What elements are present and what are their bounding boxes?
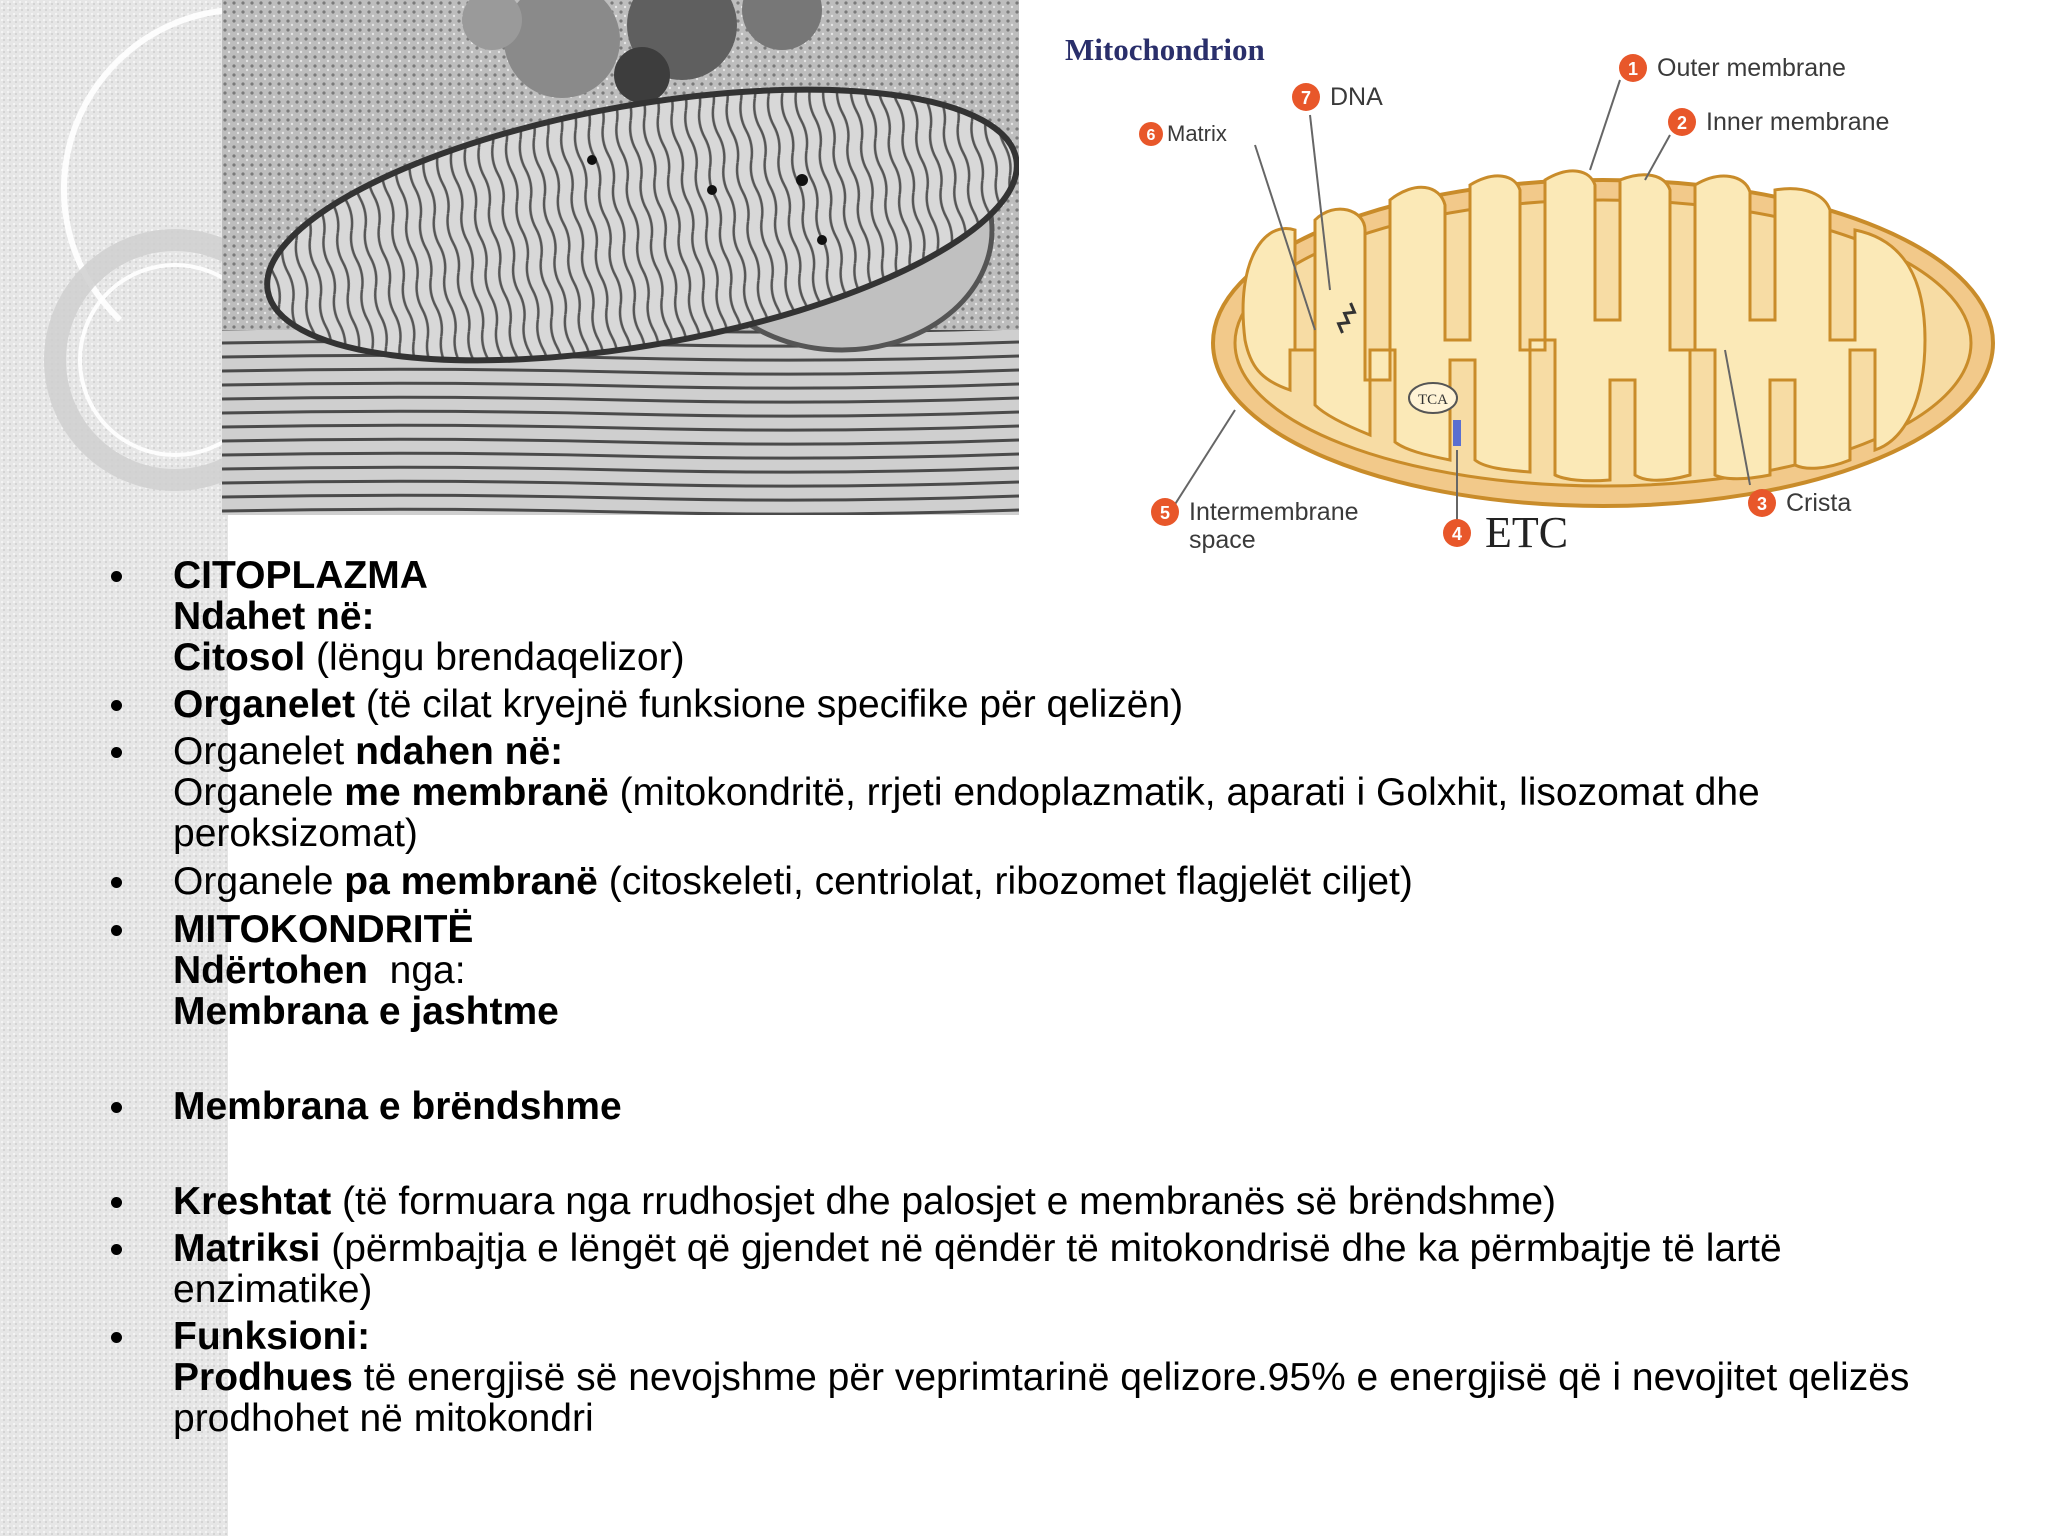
bullet-text: (të formuara nga rrudhosjet dhe palosjet e membranës së brëndshme)	[331, 1180, 1557, 1223]
bullet-line	[173, 596, 2000, 637]
bullet-text: Kreshtat	[173, 1180, 332, 1223]
bullet-text: Organele	[173, 860, 345, 903]
bullet-text: (mitokondritë, rrjeti endoplazmatik, aparati i Golxhit, lisozomat dhe peroksizomat)	[173, 771, 1760, 855]
bullet-line	[173, 909, 2000, 950]
tca-label: TCA	[1418, 392, 1448, 408]
bullet-text: nga:	[368, 949, 466, 992]
mitochondrion-diagram	[1045, 20, 2005, 565]
bullet-line	[173, 637, 2000, 678]
diagram-title: Mitochondrion	[1065, 32, 1265, 67]
bullet-text: pa membranë	[344, 860, 598, 903]
bullet-text: Membrana e jashtme	[173, 990, 559, 1033]
bullet-text: Matriksi	[173, 1227, 321, 1270]
bullet-text: Organelet	[173, 730, 356, 773]
badge-5: 5	[1159, 503, 1171, 523]
bullet-line	[173, 731, 2000, 772]
bullet-item	[0, 731, 2000, 854]
bullet-line	[173, 991, 2000, 1032]
bullet-paragraph	[173, 772, 1963, 854]
bullet-line	[173, 555, 2000, 596]
bullet-text: të energjisë së nevojshme për veprimtarinë qelizore.95% e energjisë që i nevojitet qelizës prodhohet në mitokondri	[173, 1356, 1910, 1440]
bullet-text: Funksioni:	[173, 1315, 371, 1358]
bullet-text: (të cilat kryejnë funksione specifike për qelizën)	[355, 683, 1184, 726]
bullet-item	[0, 1316, 2000, 1439]
decorative-rings	[0, 0, 240, 520]
content-bullet-list	[0, 555, 2000, 1439]
label-etc: ETC	[1485, 508, 1569, 557]
badge-4: 4	[1451, 524, 1463, 544]
badge-7: 7	[1300, 88, 1312, 108]
badge-1: 1	[1627, 59, 1639, 79]
bullet-text: (citoskeleti, centriolat, ribozomet flagjelët ciljet)	[597, 860, 1413, 903]
badge-2: 2	[1676, 113, 1688, 133]
bullet-text: (lëngu brendaqelizor)	[305, 636, 685, 679]
bullet-item	[0, 1086, 2000, 1127]
bullet-item	[0, 1228, 2000, 1310]
bullet-text: CITOPLAZMA	[173, 554, 428, 597]
label-dna: DNA	[1330, 83, 1383, 111]
bullet-text: MITOKONDRITË	[173, 908, 474, 951]
bullet-line	[173, 950, 2000, 991]
bullet-text: Membrana e brëndshme	[173, 1085, 622, 1128]
bullet-item	[0, 1181, 2000, 1222]
label-inner-membrane: Inner membrane	[1706, 108, 1890, 136]
bullet-item	[0, 555, 2000, 678]
label-crista: Crista	[1786, 489, 1852, 517]
label-space: space	[1189, 526, 1256, 554]
bullet-item	[0, 909, 2000, 1032]
bullet-text: Ndahet në:	[173, 595, 375, 638]
bullet-paragraph	[173, 1357, 1963, 1439]
bullet-item	[0, 684, 2000, 725]
bullet-line	[173, 1086, 2000, 1127]
bullet-item	[0, 861, 2000, 902]
bullet-line	[173, 861, 2000, 902]
bullet-text: ndahen në:	[355, 730, 564, 773]
bullet-line	[173, 1181, 2000, 1222]
label-matrix: Matrix	[1167, 121, 1227, 146]
bullet-text: Organelet	[173, 683, 356, 726]
bullet-text: me membranë	[344, 771, 609, 814]
bullet-text: Organele	[173, 771, 345, 814]
bullet-line	[173, 684, 2000, 725]
badge-3: 3	[1756, 494, 1768, 514]
label-outer-membrane: Outer membrane	[1657, 54, 1846, 82]
mitochondrion-micrograph	[222, 0, 1019, 515]
bullet-line	[173, 1316, 2000, 1357]
bullet-text: Citosol	[173, 636, 306, 679]
bullet-text: (përmbajtja e lëngët që gjendet në qëndër të mitokondrisë dhe ka përmbajtje të lartë enzimatike)	[173, 1227, 1782, 1311]
bullet-text: Ndërtohen	[173, 949, 368, 992]
bullet-text: Prodhues	[173, 1356, 353, 1399]
badge-6: 6	[1146, 127, 1156, 144]
label-intermembrane: Intermembrane	[1189, 498, 1359, 526]
bullet-paragraph	[173, 1228, 1963, 1310]
